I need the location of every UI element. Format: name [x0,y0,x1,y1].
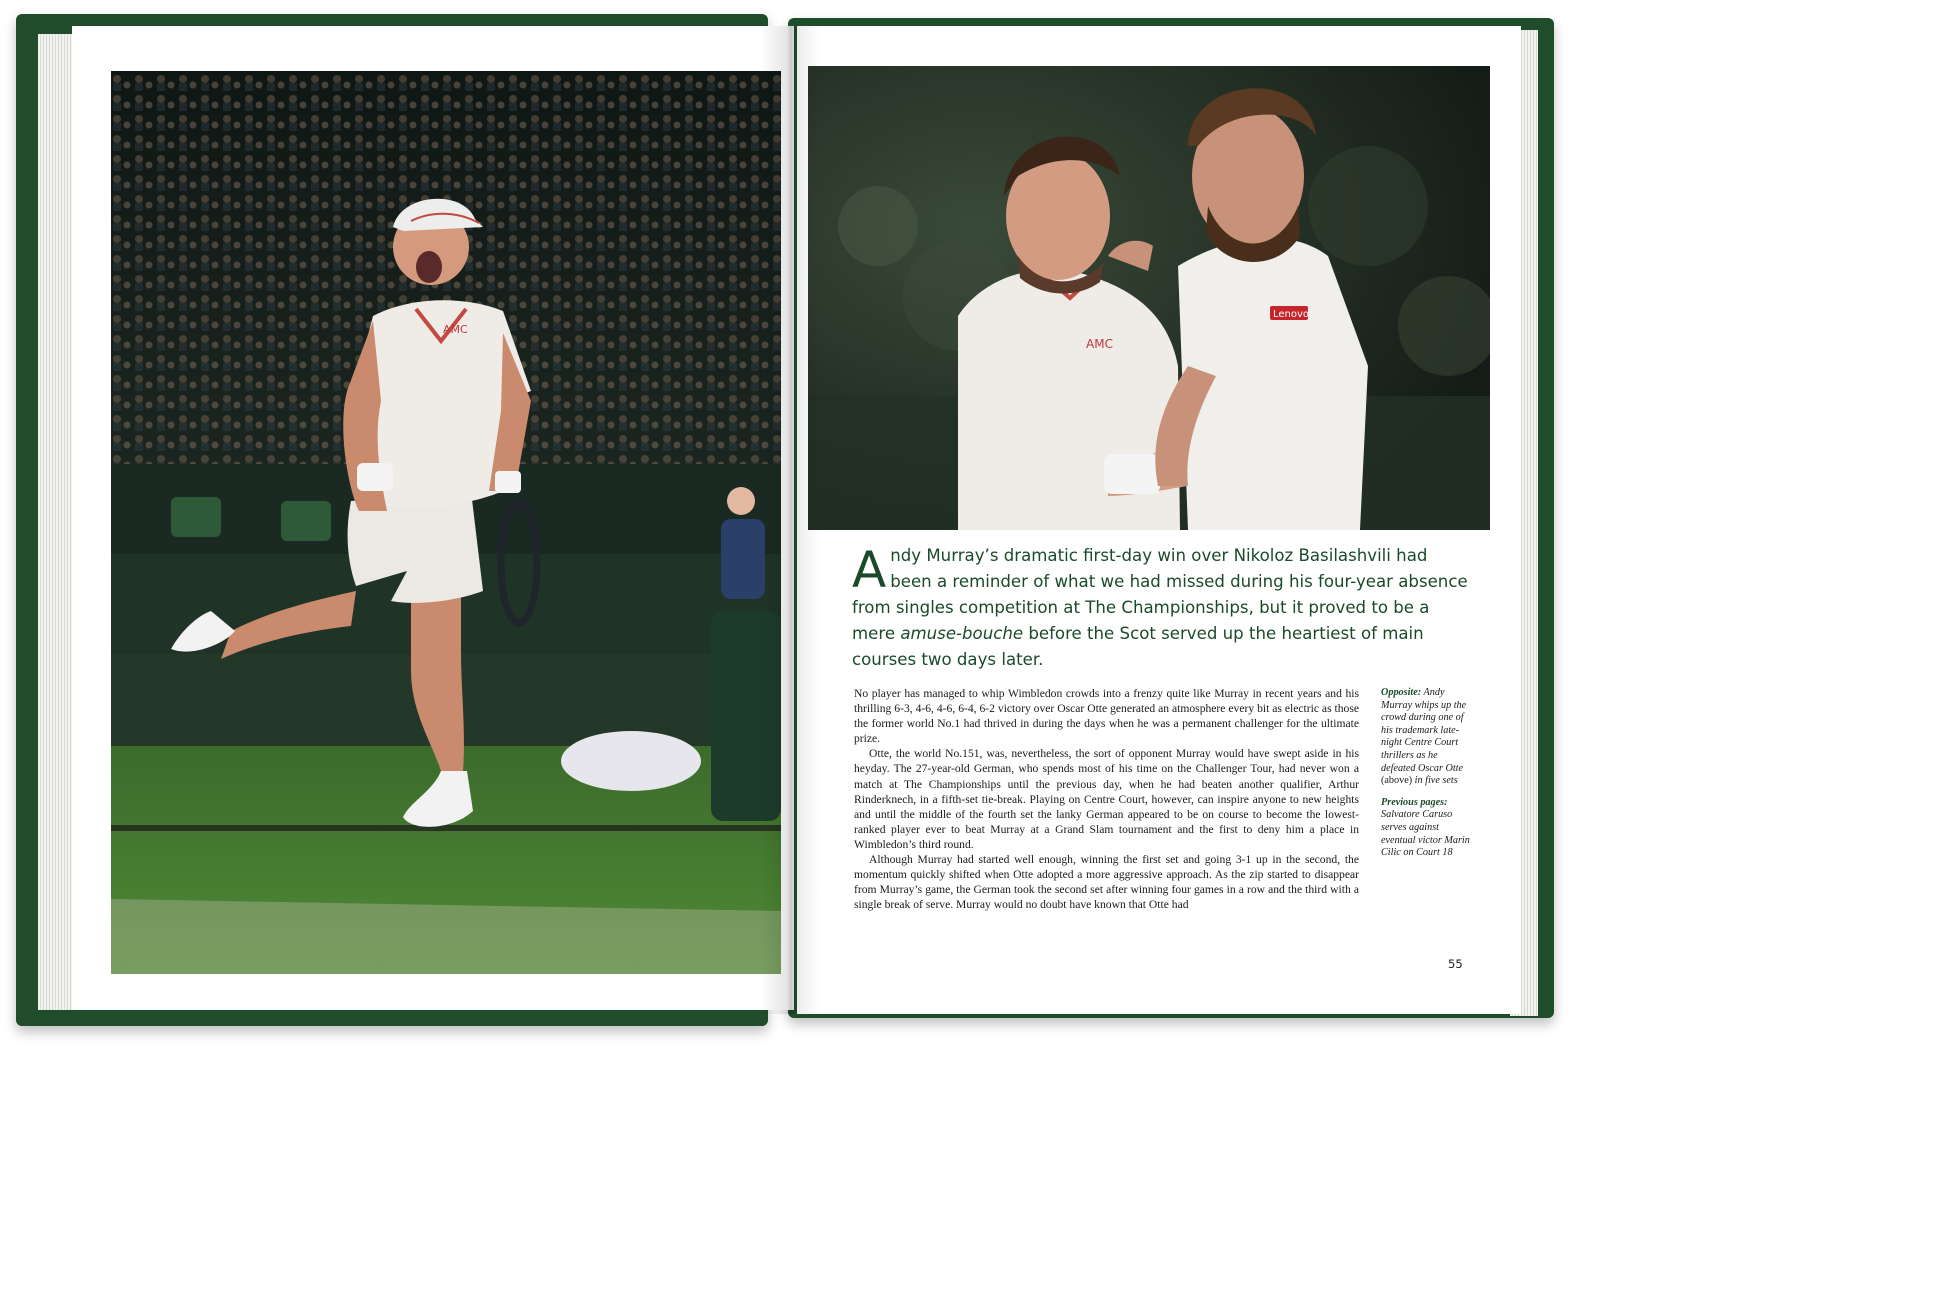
photo-murray-otte-embrace [808,66,1490,530]
shirt-logo-right: AMC [1086,337,1113,351]
caption-previous-text: Salvatore Caruso serves against eventual victor Marin Cilic on Court 18 [1381,809,1470,859]
intro-italic-phrase: amuse-bouche [900,624,1024,643]
article-body [854,686,1359,912]
caption-previous-head: Previous pages: [1381,796,1448,808]
shirt-logo-left: AMC [443,323,468,336]
body-paragraph-3: Although Murray had started well enough, winning the first set and going 3-1 up in the second, the momentum quickly shifted when Otte adopted a more aggressive approach. As the zip started to disappear from Murray’s game, the German took the second set after winning four games in a row and the third with a single break of serve. Murray would no doubt have known that Otte had [854,853,1359,912]
celebration-illustration [111,71,781,974]
caption-opposite-above: (above) [1381,775,1413,787]
drop-cap: A [852,541,887,599]
caption-opposite-head: Opposite: [1381,687,1422,698]
body-paragraph-1: No player has managed to whip Wimbledon crowds into a frenzy quite like Murray in recent years and his thrilling 6-3, 4-6, 4-6, 6-4, 6-2 victory over Oscar Otte generated an atmosphere every bit as electric as those the former world No.1 had thrived in during the days when he was a permanent challenger for the ultimate prize. [854,687,1359,746]
intro-standfirst [852,543,1472,673]
sponsor-patch: Lenovo [1273,309,1310,320]
caption-opposite-tail: in five sets [1412,775,1458,787]
caption-opposite-text: Andy Murray whips up the crowd during one of his trademark late-night Centre Court thrillers as he defeated Oscar Otte [1381,687,1467,774]
photo-captions [1381,687,1473,869]
caption-previous [1381,797,1473,860]
intro-text-end: before the Scot served up the heartiest of main courses two days later. [852,624,1424,669]
intro-text-start: ndy Murray’s dramatic first-day win over Nikoloz Basilashvili had been a reminder of what we had missed during his four-year absence from singles competition at The Championships, but it proved to be a mere [852,546,1468,643]
body-paragraph-2: Otte, the world No.151, was, nevertheless, the sort of opponent Murray would have swept aside in his heyday. The 27-year-old German, who spends most of his time on the Challenger Tour, had never won a match at The Championships until the previous day, when he had beaten another qualifier, Arthur Rinderknech, in a fifth-set tie-break. Playing on Centre Court, however, can inspire anyone to new heights and until the middle of the fourth set the lanky German appeared to be on course to become the lowest-ranked player ever to beat Murray at a Grand Slam tournament and the first to deny him a place in Wimbledon’s third round. [854,747,1359,851]
page-number: 55 [1448,957,1463,971]
caption-opposite [1381,687,1473,788]
embrace-illustration [808,66,1490,530]
spine-gutter-shadow [760,26,820,1014]
photo-murray-celebrating [111,71,781,974]
